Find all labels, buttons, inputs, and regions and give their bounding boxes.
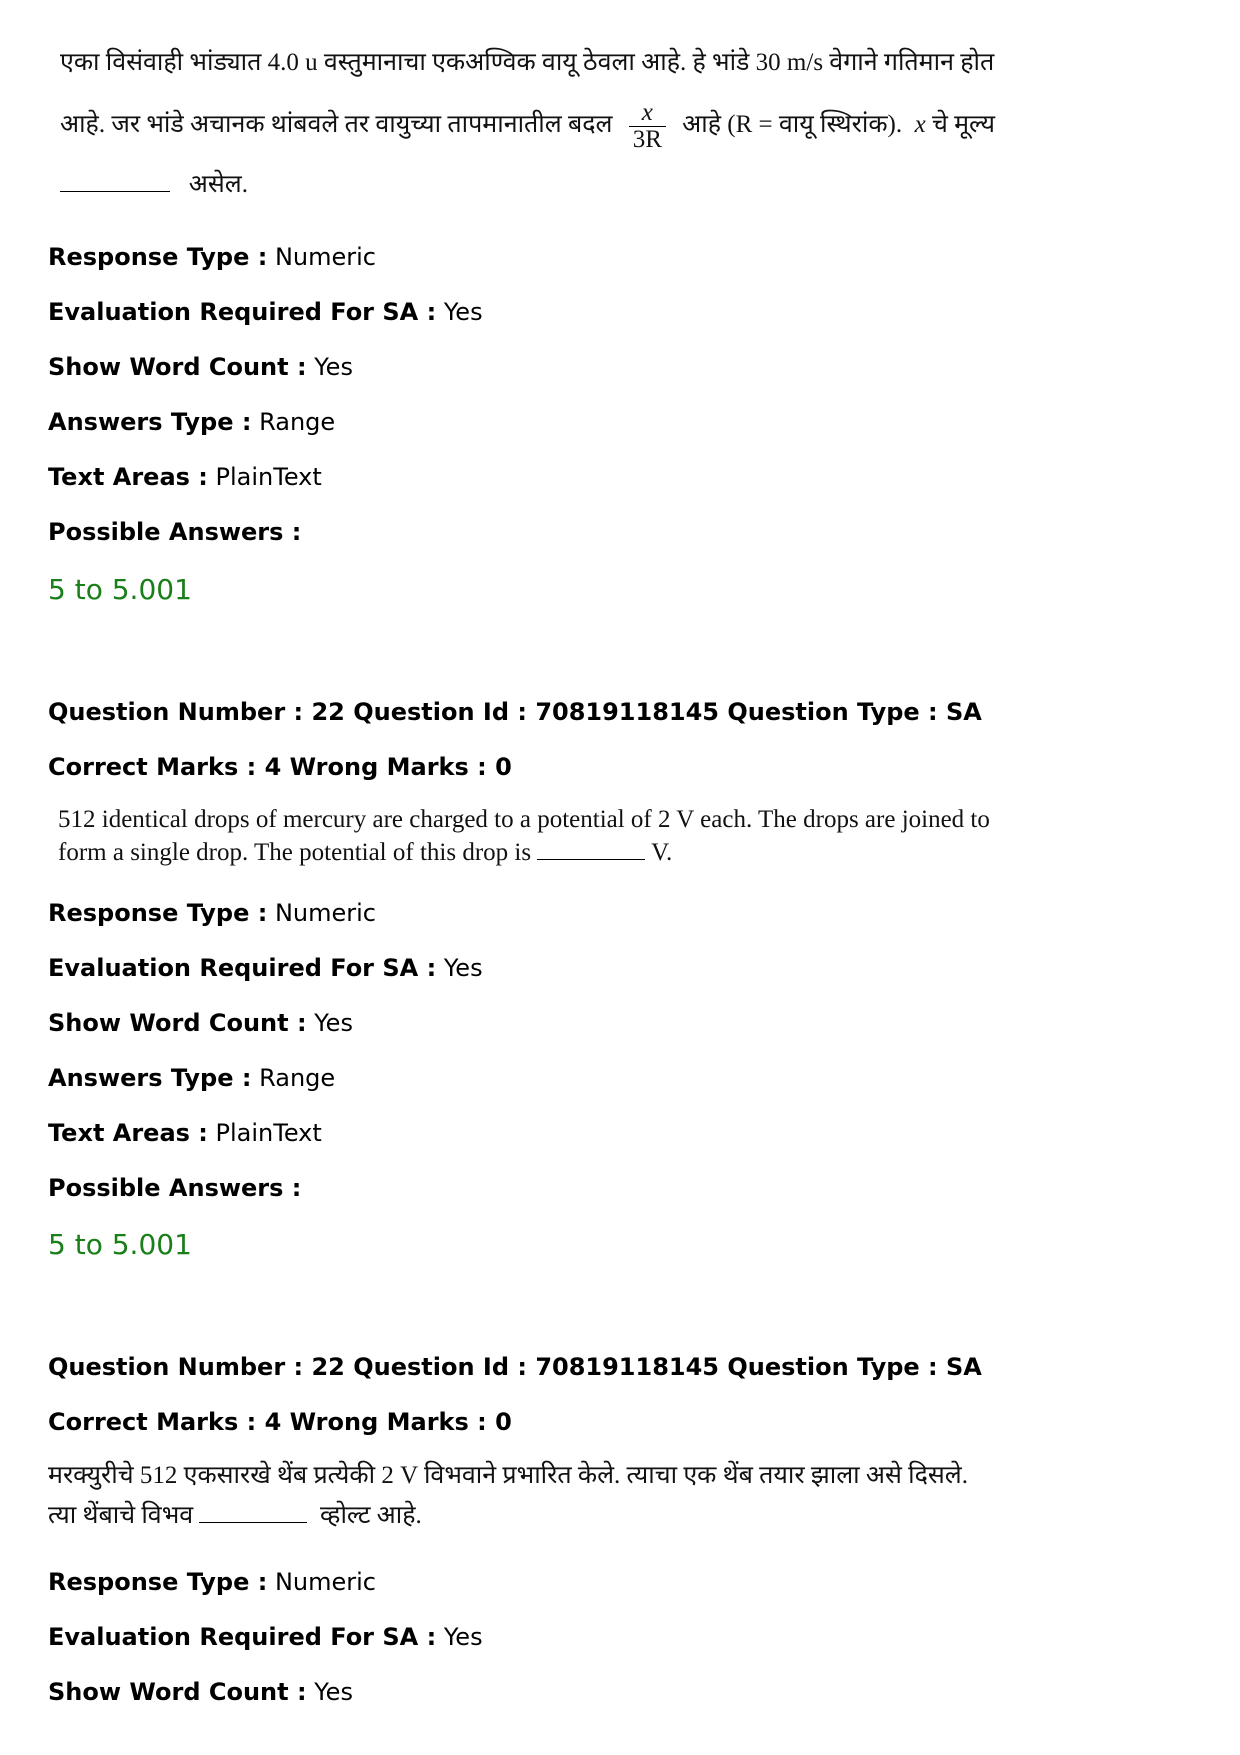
q21-possible-answer-value: 5 to 5.001 — [48, 573, 192, 606]
q22-mr-show-word-count-label: Show Word Count : — [48, 1678, 307, 1706]
q21-response-type-label: Response Type : — [48, 243, 268, 271]
q22-en-text-areas — [48, 1118, 322, 1148]
q21-answers-type — [48, 407, 335, 437]
q22-en-answer-blank — [537, 859, 645, 860]
q22-en-response-type — [48, 898, 376, 928]
q22-en-show-word-count-value: Yes — [314, 1009, 353, 1037]
q22-en-possible-answers — [48, 1173, 301, 1203]
q21-text-line-2 — [60, 100, 995, 153]
q22-en-text-line-1: 512 identical drops of mercury are charged to a potential of 2 V each. The drops are joined to — [58, 806, 990, 833]
q21-possible-answers-label: Possible Answers : — [48, 518, 302, 546]
q21-text-areas-value: PlainText — [215, 463, 322, 491]
q22-en-evaluation-required-value: Yes — [443, 954, 483, 982]
q22-en-text-line-2-end: V. — [651, 839, 673, 866]
q21-possible-answers — [48, 517, 301, 547]
q22-mr-text-line-2-end: व्होल्ट आहे. — [319, 1502, 422, 1529]
q22-en-show-word-count-label: Show Word Count : — [48, 1009, 307, 1037]
q22-mr-text-line-2-start: त्या थेंबाचे विभव — [48, 1502, 194, 1529]
q21-show-word-count-value: Yes — [314, 353, 353, 381]
q21-evaluation-required-value: Yes — [443, 298, 483, 326]
q21-answer-blank — [60, 191, 170, 192]
q22-en-answers-type-value: Range — [259, 1064, 336, 1092]
q21-answers-type-value: Range — [259, 408, 336, 436]
q22-en-possible-answers-label: Possible Answers : — [48, 1174, 302, 1202]
q22-mr-evaluation-required-label: Evaluation Required For SA : — [48, 1623, 437, 1651]
q21-text-areas — [48, 462, 322, 492]
q21-show-word-count-label: Show Word Count : — [48, 353, 307, 381]
q22-en-text-line-2 — [58, 836, 672, 870]
q21-fraction-numerator: x — [629, 100, 666, 127]
q22-mr-marks: Correct Marks : 4 Wrong Marks : 0 — [48, 1408, 512, 1436]
q21-fraction — [629, 100, 666, 153]
q21-response-type-value: Numeric — [274, 243, 376, 271]
q22-en-response-type-label: Response Type : — [48, 899, 268, 927]
q21-text-line-2-end: चे मूल्य — [931, 111, 995, 139]
q22-en-evaluation-required — [48, 953, 483, 983]
q22-en-response-type-value: Numeric — [274, 899, 376, 927]
q22-en-show-word-count — [48, 1008, 353, 1038]
q21-evaluation-required — [48, 297, 483, 327]
q22-mr-evaluation-required — [48, 1622, 483, 1652]
q21-text-areas-label: Text Areas : — [48, 463, 208, 491]
q22-mr-evaluation-required-value: Yes — [443, 1623, 483, 1651]
q22-en-evaluation-required-label: Evaluation Required For SA : — [48, 954, 437, 982]
q22-en-text-areas-value: PlainText — [215, 1119, 322, 1147]
q22-en-header: Question Number : 22 Question Id : 70819118145 Question Type : SA — [48, 698, 982, 726]
q21-text-line-3 — [60, 168, 248, 202]
q21-response-type — [48, 242, 376, 272]
q22-mr-text-line-1: मरक्युरीचे 512 एकसारखे थेंब प्रत्येकी 2 V विभवाने प्रभारित केले. त्याचा एक थेंब तयार झाला असे दिसले. — [48, 1462, 968, 1489]
q21-text-line-2-start: आहे. जर भांडे अचानक थांबवले तर वायुच्या तापमानातील बदल — [60, 111, 613, 139]
q22-en-possible-answer-value: 5 to 5.001 — [48, 1228, 192, 1261]
q22-en-text-line-2-start: form a single drop. The potential of this drop is — [58, 839, 532, 866]
q21-text-line-1: एका विसंवाही भांड्यात 4.0 u वस्तुमानाचा एकअण्विक वायू ठेवला आहे. हे भांडे 30 m/s वेगाने गतिमान होत — [60, 49, 995, 76]
q22-mr-response-type — [48, 1567, 376, 1597]
q22-mr-answer-blank — [199, 1522, 307, 1523]
q21-variable-x: x — [914, 111, 926, 139]
q22-mr-response-type-value: Numeric — [274, 1568, 376, 1596]
q21-evaluation-required-label: Evaluation Required For SA : — [48, 298, 437, 326]
q22-en-answers-type-label: Answers Type : — [48, 1064, 252, 1092]
q22-mr-response-type-label: Response Type : — [48, 1568, 268, 1596]
q22-mr-show-word-count — [48, 1677, 353, 1707]
q21-text-line-3-end: असेल. — [188, 171, 248, 198]
q21-text-line-2-mid: आहे (R = वायू स्थिरांक). — [682, 111, 903, 139]
q21-fraction-denominator: 3R — [632, 126, 662, 153]
q21-show-word-count — [48, 352, 353, 382]
q22-en-answers-type — [48, 1063, 335, 1093]
q22-en-marks: Correct Marks : 4 Wrong Marks : 0 — [48, 753, 512, 781]
q21-answers-type-label: Answers Type : — [48, 408, 252, 436]
q22-mr-show-word-count-value: Yes — [314, 1678, 353, 1706]
q22-mr-header: Question Number : 22 Question Id : 70819118145 Question Type : SA — [48, 1353, 982, 1381]
q22-mr-text-line-2 — [48, 1499, 422, 1533]
q22-en-text-areas-label: Text Areas : — [48, 1119, 208, 1147]
